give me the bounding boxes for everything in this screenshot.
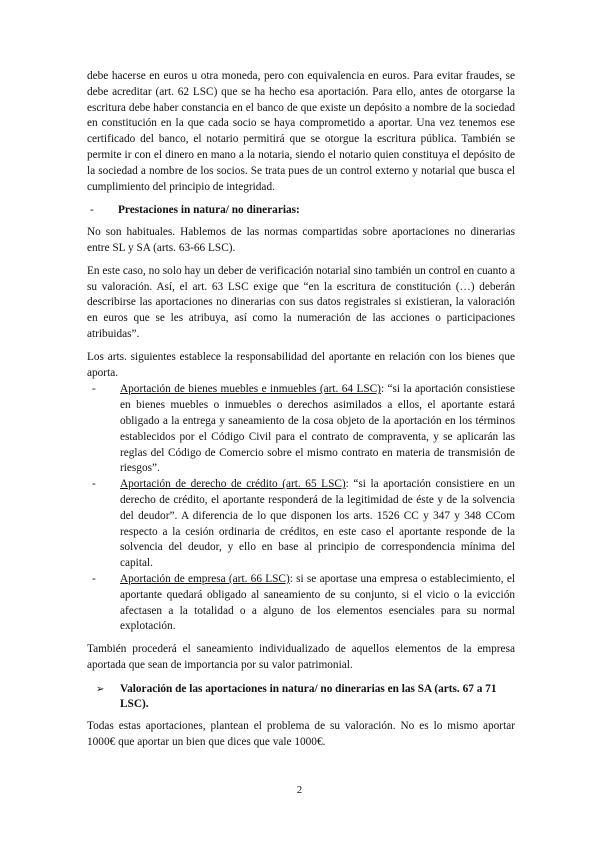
page-content: [87, 69, 515, 751]
aportaciones-list: [87, 382, 515, 635]
heading-prestaciones: [87, 203, 515, 219]
list-item: [87, 572, 515, 635]
list-item: [87, 477, 515, 572]
dash-marker: -: [92, 572, 96, 585]
paragraph-saneamiento: También procederá el saneamiento individualizado de aquellos elementos de la empresa aportada que sean de importancia por su valor patrimonial.: [87, 643, 515, 671]
list-item-text: : si se aportase una empresa o establecimiento, el aportante quedará obligado al saneamiento de su conjunto, si el vicio o la evicción afectasen a la totalidad o a alguno de los elementos esenciales para su normal explotación.: [120, 572, 515, 633]
paragraph-valoracion: Todas estas aportaciones, plantean el problema de su valoración. No es lo mismo aportar 1000€ que aportar un bien que dices que vale 1000€.: [87, 720, 515, 749]
list-item-title: Aportación de derecho de crédito (art. 65 LSC): [120, 478, 346, 491]
heading-valoracion-text: Valoración de las aportaciones in natura/ no dinerarias en las SA (arts. 67 a 71 LSC).: [120, 682, 497, 711]
heading-valoracion: [87, 682, 515, 714]
paragraph-no-habituales: No son habituales. Hablemos de las normas compartidas sobre aportaciones no dinerarias entre SL y SA (arts. 63-66 LSC).: [87, 226, 515, 254]
dash-marker: -: [92, 478, 96, 491]
list-item-text: : “si la aportación consistiese en bienes muebles o inmuebles o derechos asimilados a ellos, el aportante estará obligado a la entrega y saneamiento de la cosa objeto de la aportación en los términos establecidos por el Código Civil para el contrato de compraventa, y se aplicarán las reglas del Código de Comercio sobre el mismo contrato en materia de transmisión de riesgos”.: [120, 383, 516, 475]
dash-marker: -: [90, 204, 94, 217]
paragraph-responsabilidad: Los arts. siguientes establece la responsabilidad del aportante en relación con los bienes que aporta.: [87, 350, 515, 379]
list-item: [87, 382, 515, 477]
list-item-title: Aportación de bienes muebles e inmuebles (art. 64 LSC): [120, 383, 381, 396]
arrow-bullet-icon: ➢: [96, 683, 105, 695]
list-item-title: Aportación de empresa (art. 66 LSC): [120, 572, 290, 585]
list-item-text: : “si la aportación consistiere en un derecho de crédito, el aportante responderá de la legitimidad de éste y de la solvencia del deudor”. A diferencia de lo que disponen los arts. 1526 CC y 347 y 348 CCom respecto a la cesión ordinaria de créditos, en este caso el aportante responde de la solvencia del deudor, y ello en base al principio de correspondencia mínima del capital.: [120, 478, 515, 570]
heading-prestaciones-text: Prestaciones in natura/ no dinerarias:: [118, 204, 300, 217]
paragraph-art-63: En este caso, no solo hay un deber de verificación notarial sino también un control en cuanto a su valoración. Así, el art. 63 LSC exige que “en la escritura de constitución (…) deberán describirse las aportaciones no dinerarias con sus datos registrales si existieran, la valoración en euros que se les atribuya, así como la numeración de las acciones o participaciones atribuidas”.: [87, 264, 515, 340]
paragraph-deposito: debe hacerse en euros u otra moneda, pero con equivalencia en euros. Para evitar fraudes, se debe acreditar (art. 62 LSC) que se ha hecho esa aportación. Para ello, antes de otorgarse la escritura debe haber constancia en el banco de que existe un depósito a nombre de la sociedad en constitución en la que cada socio se haya comprometido a aportar. Una vez tenemos ese certificado del banco, el notario permitirá que se otorgue la escritura pública. También se permite ir con el dinero en mano a la notaria, siendo el notario quien constituya el depósito de la sociedad a nombre de los socios. Se trata pues de un control externo y notarial que busca el cumplimiento del principio de integridad.: [87, 70, 515, 193]
dash-marker: -: [92, 383, 96, 396]
page-number: 2: [296, 784, 303, 796]
